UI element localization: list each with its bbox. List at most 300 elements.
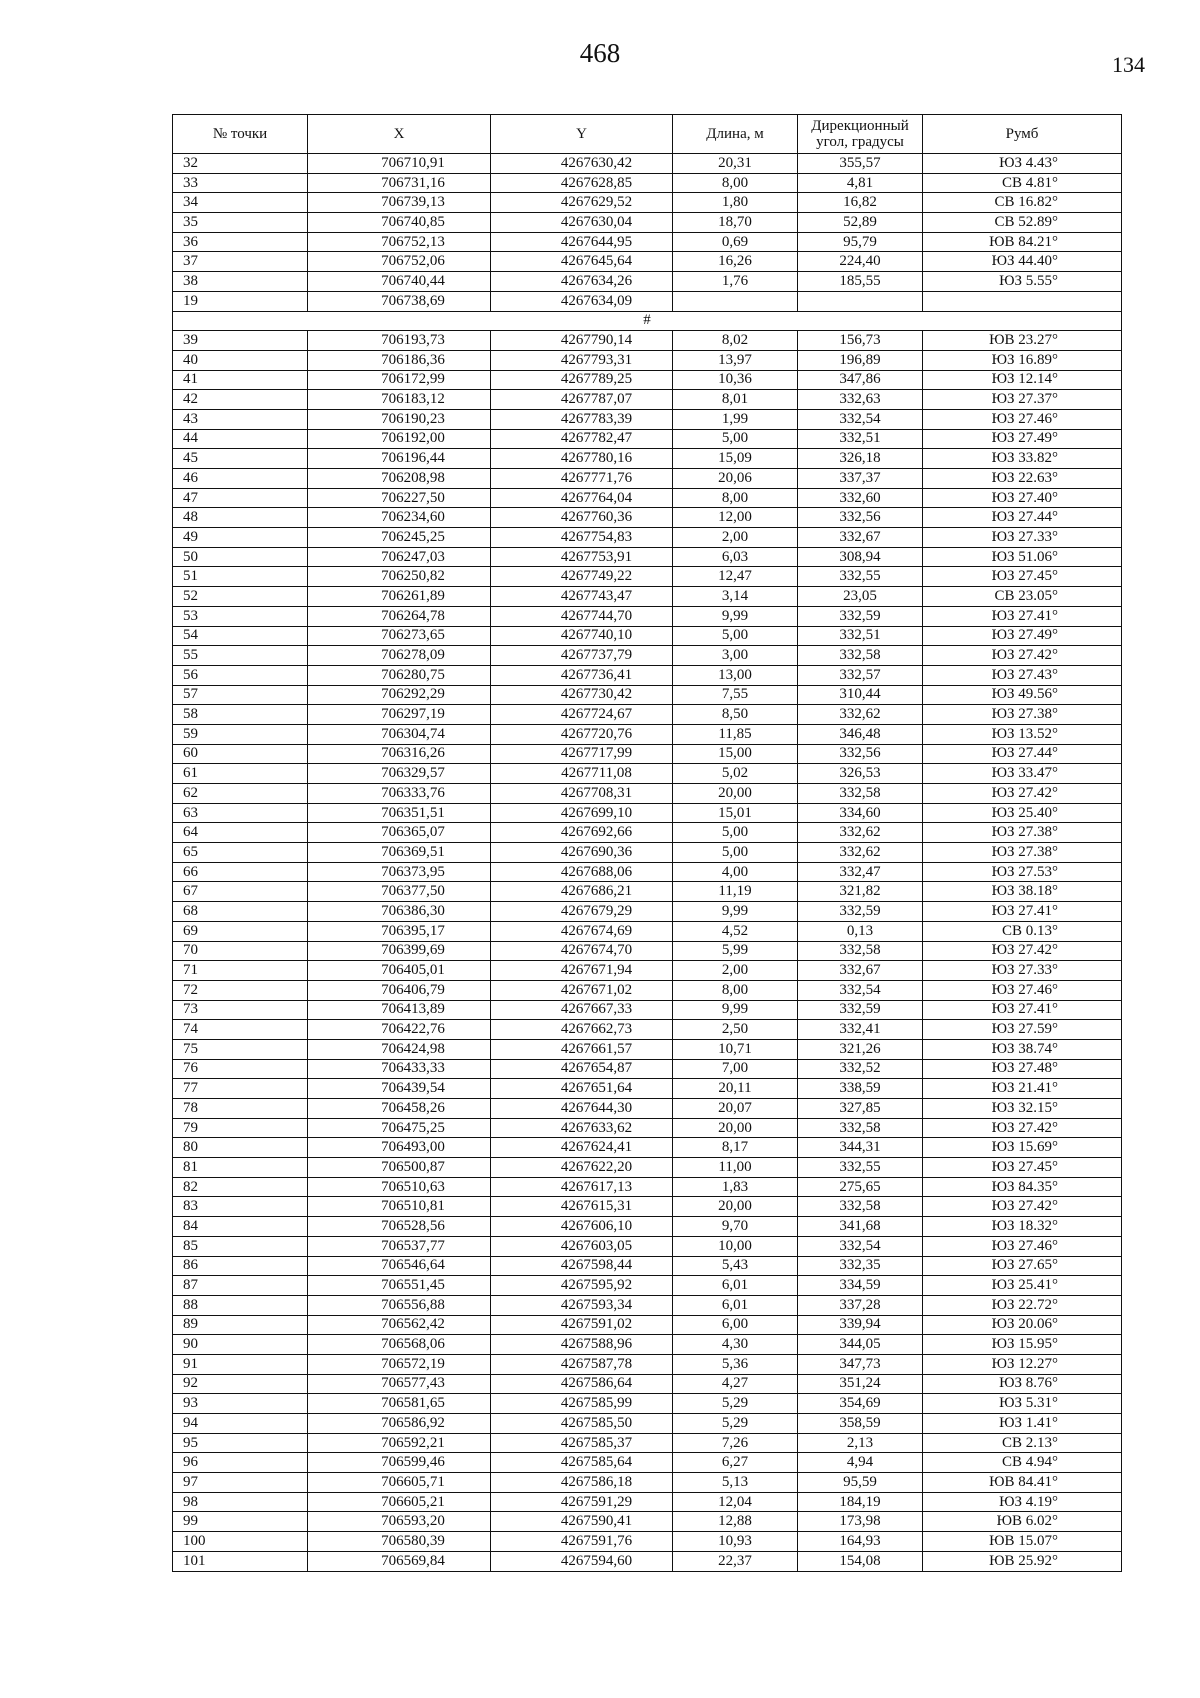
cell-point-number: 68	[173, 902, 308, 922]
cell-length: 10,93	[673, 1532, 798, 1552]
table-row	[173, 980, 1122, 1000]
table-row	[173, 1453, 1122, 1473]
cell-y: 4267603,05	[491, 1236, 673, 1256]
header-rhumb: Румб	[923, 115, 1122, 154]
cell-length: 7,26	[673, 1433, 798, 1453]
cell-x: 706261,89	[308, 587, 491, 607]
cell-rhumb: ЮЗ 27.42°	[923, 1118, 1122, 1138]
cell-rhumb: СВ 52.89°	[923, 213, 1122, 233]
cell-x: 706605,71	[308, 1473, 491, 1493]
cell-length: 5,00	[673, 626, 798, 646]
cell-angle: 332,54	[798, 980, 923, 1000]
cell-x: 706333,76	[308, 784, 491, 804]
cell-angle: 332,67	[798, 528, 923, 548]
cell-y: 4267586,64	[491, 1374, 673, 1394]
cell-y: 4267651,64	[491, 1079, 673, 1099]
cell-point-number: 40	[173, 350, 308, 370]
cell-y: 4267590,41	[491, 1512, 673, 1532]
cell-point-number: 65	[173, 843, 308, 863]
cell-length: 8,01	[673, 390, 798, 410]
cell-rhumb: ЮЗ 27.42°	[923, 784, 1122, 804]
cell-x: 706369,51	[308, 843, 491, 863]
cell-point-number: 44	[173, 429, 308, 449]
cell-x: 706395,17	[308, 921, 491, 941]
cell-y: 4267671,94	[491, 961, 673, 981]
cell-y: 4267595,92	[491, 1276, 673, 1296]
cell-angle: 346,48	[798, 724, 923, 744]
cell-angle: 332,54	[798, 1236, 923, 1256]
table-row	[173, 587, 1122, 607]
cell-point-number: 60	[173, 744, 308, 764]
cell-length: 20,11	[673, 1079, 798, 1099]
table-row	[173, 1039, 1122, 1059]
table-row	[173, 1138, 1122, 1158]
cell-rhumb: ЮЗ 27.40°	[923, 488, 1122, 508]
cell-x: 706329,57	[308, 764, 491, 784]
cell-angle: 332,52	[798, 1059, 923, 1079]
cell-y: 4267790,14	[491, 331, 673, 351]
table-row	[173, 409, 1122, 429]
cell-rhumb: ЮЗ 27.65°	[923, 1256, 1122, 1276]
cell-x: 706192,00	[308, 429, 491, 449]
cell-x: 706572,19	[308, 1354, 491, 1374]
cell-length: 9,99	[673, 1000, 798, 1020]
table-header-row	[173, 115, 1122, 154]
cell-x: 706586,92	[308, 1414, 491, 1434]
cell-point-number: 37	[173, 252, 308, 272]
cell-x: 706592,21	[308, 1433, 491, 1453]
cell-rhumb: ЮЗ 27.41°	[923, 1000, 1122, 1020]
table-body-a	[173, 154, 1122, 312]
cell-rhumb: ЮЗ 27.42°	[923, 1197, 1122, 1217]
cell-rhumb: ЮЗ 12.14°	[923, 370, 1122, 390]
table-row	[173, 961, 1122, 981]
cell-y: 4267783,39	[491, 409, 673, 429]
cell-point-number: 51	[173, 567, 308, 587]
cell-point-number: 89	[173, 1315, 308, 1335]
table-row	[173, 213, 1122, 233]
cell-x: 706405,01	[308, 961, 491, 981]
cell-angle: 332,63	[798, 390, 923, 410]
cell-angle: 332,58	[798, 941, 923, 961]
table-row	[173, 567, 1122, 587]
cell-length: 7,00	[673, 1059, 798, 1079]
cell-y: 4267591,02	[491, 1315, 673, 1335]
cell-point-number: 69	[173, 921, 308, 941]
table-row	[173, 1197, 1122, 1217]
cell-rhumb: ЮЗ 1.41°	[923, 1414, 1122, 1434]
cell-x: 706475,25	[308, 1118, 491, 1138]
table-row	[173, 646, 1122, 666]
cell-angle: 332,41	[798, 1020, 923, 1040]
cell-x: 706580,39	[308, 1532, 491, 1552]
cell-rhumb: СВ 16.82°	[923, 193, 1122, 213]
cell-y: 4267615,31	[491, 1197, 673, 1217]
cell-rhumb: ЮЗ 21.41°	[923, 1079, 1122, 1099]
cell-point-number: 97	[173, 1473, 308, 1493]
cell-rhumb: СВ 23.05°	[923, 587, 1122, 607]
cell-x: 706593,20	[308, 1512, 491, 1532]
cell-point-number: 62	[173, 784, 308, 804]
cell-length	[673, 291, 798, 311]
cell-point-number: 87	[173, 1276, 308, 1296]
table-row	[173, 784, 1122, 804]
cell-point-number: 50	[173, 547, 308, 567]
table-row	[173, 1433, 1122, 1453]
cell-point-number: 36	[173, 232, 308, 252]
cell-point-number: 92	[173, 1374, 308, 1394]
table-row	[173, 449, 1122, 469]
cell-y: 4267789,25	[491, 370, 673, 390]
table-row	[173, 1295, 1122, 1315]
table-row	[173, 1158, 1122, 1178]
cell-length: 8,00	[673, 173, 798, 193]
cell-rhumb: ЮЗ 22.72°	[923, 1295, 1122, 1315]
cell-angle: 164,93	[798, 1532, 923, 1552]
cell-y: 4267634,26	[491, 272, 673, 292]
table-row	[173, 724, 1122, 744]
cell-point-number: 100	[173, 1532, 308, 1552]
cell-rhumb: ЮВ 23.27°	[923, 331, 1122, 351]
cell-y: 4267645,64	[491, 252, 673, 272]
table-row	[173, 370, 1122, 390]
cell-x: 706710,91	[308, 154, 491, 174]
cell-angle: 344,05	[798, 1335, 923, 1355]
cell-rhumb: ЮЗ 27.41°	[923, 606, 1122, 626]
cell-rhumb: ЮЗ 51.06°	[923, 547, 1122, 567]
cell-x: 706316,26	[308, 744, 491, 764]
cell-point-number: 72	[173, 980, 308, 1000]
cell-y: 4267692,66	[491, 823, 673, 843]
cell-length: 1,76	[673, 272, 798, 292]
cell-x: 706264,78	[308, 606, 491, 626]
cell-point-number: 52	[173, 587, 308, 607]
cell-point-number: 90	[173, 1335, 308, 1355]
table-row	[173, 1059, 1122, 1079]
table-row	[173, 764, 1122, 784]
cell-angle: 334,59	[798, 1276, 923, 1296]
cell-rhumb: ЮВ 84.41°	[923, 1473, 1122, 1493]
cell-point-number: 43	[173, 409, 308, 429]
cell-y: 4267717,99	[491, 744, 673, 764]
cell-length: 6,01	[673, 1276, 798, 1296]
cell-point-number: 35	[173, 213, 308, 233]
cell-length: 5,43	[673, 1256, 798, 1276]
cell-y: 4267736,41	[491, 665, 673, 685]
cell-angle: 16,82	[798, 193, 923, 213]
cell-point-number: 81	[173, 1158, 308, 1178]
cell-x: 706190,23	[308, 409, 491, 429]
cell-point-number: 19	[173, 291, 308, 311]
table-row	[173, 941, 1122, 961]
cell-length: 2,00	[673, 961, 798, 981]
cell-angle: 332,56	[798, 744, 923, 764]
page-number-right: 134	[1112, 52, 1145, 77]
cell-x: 706433,33	[308, 1059, 491, 1079]
table-row	[173, 1256, 1122, 1276]
cell-rhumb: ЮЗ 27.42°	[923, 646, 1122, 666]
cell-x: 706500,87	[308, 1158, 491, 1178]
cell-angle: 358,59	[798, 1414, 923, 1434]
cell-rhumb: ЮЗ 27.38°	[923, 843, 1122, 863]
cell-angle: 185,55	[798, 272, 923, 292]
cell-angle: 332,58	[798, 1118, 923, 1138]
cell-length: 5,29	[673, 1414, 798, 1434]
cell-x: 706551,45	[308, 1276, 491, 1296]
cell-angle: 23,05	[798, 587, 923, 607]
cell-x: 706537,77	[308, 1236, 491, 1256]
table-row	[173, 508, 1122, 528]
cell-angle: 154,08	[798, 1551, 923, 1571]
cell-point-number: 83	[173, 1197, 308, 1217]
cell-point-number: 70	[173, 941, 308, 961]
cell-angle: 332,59	[798, 606, 923, 626]
cell-length: 8,02	[673, 331, 798, 351]
cell-length: 7,55	[673, 685, 798, 705]
cell-length: 15,01	[673, 803, 798, 823]
cell-rhumb: СВ 4.94°	[923, 1453, 1122, 1473]
cell-y: 4267617,13	[491, 1177, 673, 1197]
cell-point-number: 80	[173, 1138, 308, 1158]
cell-length: 20,07	[673, 1099, 798, 1119]
cell-length: 12,04	[673, 1492, 798, 1512]
table-row	[173, 154, 1122, 174]
cell-rhumb: ЮЗ 20.06°	[923, 1315, 1122, 1335]
cell-point-number: 42	[173, 390, 308, 410]
cell-angle: 52,89	[798, 213, 923, 233]
table-row	[173, 1020, 1122, 1040]
cell-length: 9,99	[673, 902, 798, 922]
cell-angle: 332,60	[798, 488, 923, 508]
cell-x: 706577,43	[308, 1374, 491, 1394]
cell-angle: 332,58	[798, 1197, 923, 1217]
cell-length: 18,70	[673, 213, 798, 233]
header-y: Y	[491, 115, 673, 154]
cell-rhumb: ЮЗ 27.38°	[923, 823, 1122, 843]
cell-y: 4267711,08	[491, 764, 673, 784]
cell-length: 20,00	[673, 784, 798, 804]
cell-x: 706250,82	[308, 567, 491, 587]
table-row	[173, 488, 1122, 508]
cell-angle: 332,56	[798, 508, 923, 528]
cell-y: 4267630,04	[491, 213, 673, 233]
cell-angle: 224,40	[798, 252, 923, 272]
cell-point-number: 61	[173, 764, 308, 784]
cell-point-number: 101	[173, 1551, 308, 1571]
header-point-number: № точки	[173, 115, 308, 154]
table-row	[173, 1236, 1122, 1256]
cell-point-number: 33	[173, 173, 308, 193]
cell-rhumb: ЮВ 84.21°	[923, 232, 1122, 252]
cell-point-number: 76	[173, 1059, 308, 1079]
cell-rhumb: ЮЗ 27.44°	[923, 744, 1122, 764]
table-body-b	[173, 331, 1122, 1571]
cell-angle: 326,53	[798, 764, 923, 784]
cell-y: 4267749,22	[491, 567, 673, 587]
cell-x: 706731,16	[308, 173, 491, 193]
cell-x: 706752,06	[308, 252, 491, 272]
cell-point-number: 57	[173, 685, 308, 705]
cell-length: 8,17	[673, 1138, 798, 1158]
table-row	[173, 1217, 1122, 1237]
cell-angle: 332,62	[798, 843, 923, 863]
table-row	[173, 843, 1122, 863]
cell-angle: 355,57	[798, 154, 923, 174]
cell-x: 706183,12	[308, 390, 491, 410]
cell-angle: 327,85	[798, 1099, 923, 1119]
table-row	[173, 1335, 1122, 1355]
cell-length: 1,83	[673, 1177, 798, 1197]
cell-x: 706234,60	[308, 508, 491, 528]
cell-rhumb: ЮЗ 27.38°	[923, 705, 1122, 725]
cell-angle: 347,73	[798, 1354, 923, 1374]
cell-x: 706227,50	[308, 488, 491, 508]
cell-y: 4267699,10	[491, 803, 673, 823]
cell-point-number: 53	[173, 606, 308, 626]
cell-length: 1,99	[673, 409, 798, 429]
cell-rhumb: ЮЗ 4.19°	[923, 1492, 1122, 1512]
table-row	[173, 705, 1122, 725]
cell-x: 706493,00	[308, 1138, 491, 1158]
cell-rhumb: ЮЗ 27.33°	[923, 528, 1122, 548]
table-row	[173, 665, 1122, 685]
cell-length: 1,80	[673, 193, 798, 213]
cell-point-number: 88	[173, 1295, 308, 1315]
table-row	[173, 744, 1122, 764]
cell-angle: 332,62	[798, 705, 923, 725]
cell-rhumb: ЮЗ 49.56°	[923, 685, 1122, 705]
cell-angle: 344,31	[798, 1138, 923, 1158]
cell-x: 706510,63	[308, 1177, 491, 1197]
table-row	[173, 1315, 1122, 1335]
cell-point-number: 39	[173, 331, 308, 351]
cell-y: 4267624,41	[491, 1138, 673, 1158]
table-row	[173, 350, 1122, 370]
cell-length: 16,26	[673, 252, 798, 272]
cell-length: 6,01	[673, 1295, 798, 1315]
cell-x: 706193,73	[308, 331, 491, 351]
page-number-top: 468	[579, 38, 621, 68]
cell-y: 4267743,47	[491, 587, 673, 607]
cell-length: 2,50	[673, 1020, 798, 1040]
cell-point-number: 98	[173, 1492, 308, 1512]
cell-length: 5,02	[673, 764, 798, 784]
cell-y: 4267585,50	[491, 1414, 673, 1434]
cell-y: 4267771,76	[491, 469, 673, 489]
cell-point-number: 63	[173, 803, 308, 823]
cell-x: 706510,81	[308, 1197, 491, 1217]
table-row	[173, 193, 1122, 213]
cell-x: 706297,19	[308, 705, 491, 725]
cell-angle: 332,67	[798, 961, 923, 981]
cell-y: 4267622,20	[491, 1158, 673, 1178]
cell-length: 5,00	[673, 823, 798, 843]
cell-point-number: 84	[173, 1217, 308, 1237]
cell-y: 4267634,09	[491, 291, 673, 311]
cell-angle: 334,60	[798, 803, 923, 823]
cell-angle: 354,69	[798, 1394, 923, 1414]
cell-length: 12,47	[673, 567, 798, 587]
cell-point-number: 64	[173, 823, 308, 843]
cell-rhumb: ЮЗ 27.44°	[923, 508, 1122, 528]
cell-point-number: 55	[173, 646, 308, 666]
cell-point-number: 34	[173, 193, 308, 213]
cell-length: 5,29	[673, 1394, 798, 1414]
table-row	[173, 528, 1122, 548]
cell-point-number: 41	[173, 370, 308, 390]
table-row	[173, 1118, 1122, 1138]
cell-length: 13,00	[673, 665, 798, 685]
cell-y: 4267764,04	[491, 488, 673, 508]
cell-angle: 308,94	[798, 547, 923, 567]
table-row	[173, 1512, 1122, 1532]
cell-point-number: 79	[173, 1118, 308, 1138]
cell-length: 20,31	[673, 154, 798, 174]
cell-y: 4267587,78	[491, 1354, 673, 1374]
table-row	[173, 291, 1122, 311]
cell-length: 0,69	[673, 232, 798, 252]
cell-y: 4267644,95	[491, 232, 673, 252]
cell-length: 10,36	[673, 370, 798, 390]
cell-x: 706304,74	[308, 724, 491, 744]
table-row	[173, 1532, 1122, 1552]
cell-y: 4267753,91	[491, 547, 673, 567]
cell-angle: 332,59	[798, 1000, 923, 1020]
cell-rhumb: ЮЗ 16.89°	[923, 350, 1122, 370]
cell-x: 706399,69	[308, 941, 491, 961]
cell-rhumb: ЮЗ 38.18°	[923, 882, 1122, 902]
cell-y: 4267744,70	[491, 606, 673, 626]
cell-y: 4267679,29	[491, 902, 673, 922]
cell-x: 706562,42	[308, 1315, 491, 1335]
cell-rhumb: ЮЗ 12.27°	[923, 1354, 1122, 1374]
cell-length: 10,71	[673, 1039, 798, 1059]
cell-rhumb: ЮЗ 15.69°	[923, 1138, 1122, 1158]
cell-rhumb: ЮЗ 27.45°	[923, 567, 1122, 587]
table-row	[173, 331, 1122, 351]
cell-y: 4267787,07	[491, 390, 673, 410]
cell-y: 4267591,76	[491, 1532, 673, 1552]
cell-point-number: 78	[173, 1099, 308, 1119]
cell-x: 706245,25	[308, 528, 491, 548]
cell-length: 6,03	[673, 547, 798, 567]
cell-angle: 332,51	[798, 429, 923, 449]
cell-length: 5,99	[673, 941, 798, 961]
cell-y: 4267688,06	[491, 862, 673, 882]
cell-x: 706377,50	[308, 882, 491, 902]
table-row	[173, 252, 1122, 272]
table-row	[173, 1414, 1122, 1434]
cell-angle: 332,55	[798, 567, 923, 587]
cell-x: 706439,54	[308, 1079, 491, 1099]
cell-length: 10,00	[673, 1236, 798, 1256]
cell-rhumb	[923, 291, 1122, 311]
cell-y: 4267585,99	[491, 1394, 673, 1414]
cell-y: 4267740,10	[491, 626, 673, 646]
cell-x: 706386,30	[308, 902, 491, 922]
cell-y: 4267586,18	[491, 1473, 673, 1493]
table-row	[173, 823, 1122, 843]
table-row	[173, 390, 1122, 410]
cell-angle: 332,35	[798, 1256, 923, 1276]
cell-y: 4267588,96	[491, 1335, 673, 1355]
cell-y: 4267594,60	[491, 1551, 673, 1571]
cell-y: 4267708,31	[491, 784, 673, 804]
cell-x: 706406,79	[308, 980, 491, 1000]
cell-length: 8,50	[673, 705, 798, 725]
cell-point-number: 49	[173, 528, 308, 548]
cell-rhumb: ЮЗ 27.37°	[923, 390, 1122, 410]
